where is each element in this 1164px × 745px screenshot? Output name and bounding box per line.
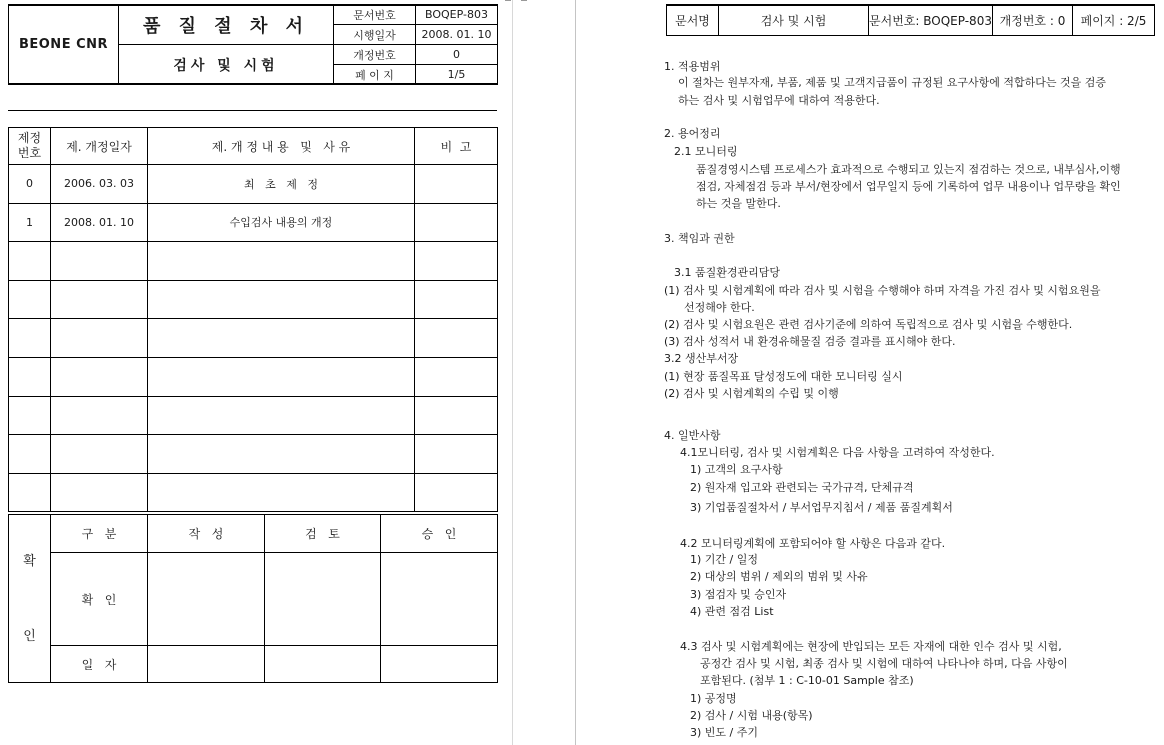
revision-no-cell: 1 [9, 203, 51, 242]
revision-no-cell: 0 [9, 165, 51, 204]
approve-signature-cell [381, 553, 498, 646]
review-header: 검 토 [265, 515, 381, 553]
revision-no-value: 0 [416, 45, 498, 65]
page-corner-mark [505, 0, 511, 1]
list-item: 2) 검사 / 시험 내용(항목) [690, 709, 813, 722]
subsection-heading: 2.1 모니터링 [674, 145, 738, 158]
revision-date-cell [51, 396, 148, 435]
revision-remarks-cell [415, 473, 498, 512]
revision-no-cell [9, 435, 51, 474]
revision-number: 개정번호 : 0 [993, 5, 1073, 36]
document-page-2 [588, 0, 1164, 745]
table-row [9, 435, 498, 474]
approve-date-cell [381, 646, 498, 683]
write-signature-cell [148, 553, 265, 646]
approval-table [8, 514, 498, 683]
list-item: 4) 관련 점검 List [690, 605, 774, 618]
list-item: 1) 공정명 [690, 692, 737, 705]
table-row [9, 280, 498, 319]
revision-remarks-cell [415, 242, 498, 281]
list-item: (2) 검사 및 시험계획의 수립 및 이행 [664, 387, 839, 400]
revision-content-cell [148, 319, 415, 358]
document-page-1 [0, 0, 510, 745]
list-item: (3) 검사 성적서 내 환경유해물질 검증 결과를 표시해야 한다. [664, 335, 956, 348]
revision-no-cell [9, 396, 51, 435]
header-top-rule [8, 4, 497, 6]
revision-no-cell [9, 280, 51, 319]
date-row-label: 일 자 [51, 646, 148, 683]
page-corner-mark [521, 0, 527, 1]
doc-name-value: 검사 및 시험 [719, 5, 869, 36]
body-text-line: 하는 검사 및 시험업무에 대하여 적용한다. [678, 94, 880, 107]
table-row [9, 203, 498, 242]
body-text-line: 하는 것을 말한다. [696, 197, 781, 210]
page-number: 페이지 : 2/5 [1073, 5, 1155, 36]
revision-history-table [8, 127, 498, 512]
table-row [9, 242, 498, 281]
revision-remarks-cell [415, 165, 498, 204]
revision-date-cell [51, 435, 148, 474]
page-edge-right [575, 0, 576, 745]
header-bottom-rule [8, 83, 497, 85]
section-heading: 2. 용어정리 [664, 127, 721, 140]
section-heading: 4. 일반사항 [664, 429, 721, 442]
revision-remarks-cell [415, 203, 498, 242]
list-item: 3) 빈도 / 주기 [690, 726, 758, 739]
table-row [9, 165, 498, 204]
page-value: 1/5 [416, 65, 498, 85]
revision-content-cell [148, 280, 415, 319]
table-row [9, 319, 498, 358]
revision-no-cell [9, 319, 51, 358]
revision-no-cell [9, 357, 51, 396]
page-gap [513, 0, 575, 745]
revision-content-cell [148, 357, 415, 396]
revision-no-header-line1: 제정 [17, 131, 42, 145]
table-row [9, 396, 498, 435]
division-header: 구 분 [51, 515, 148, 553]
effective-date-label: 시행일자 [334, 25, 416, 45]
body-text-line: 품질경영시스템 프로세스가 효과적으로 수행되고 있는지 점검하는 것으로, 내부심사,이행 [696, 163, 1121, 176]
effective-date-value: 2008. 01. 10 [416, 25, 498, 45]
list-item: 3) 기업품질절차서 / 부서업무지침서 / 제품 품질계획서 [690, 501, 953, 514]
revision-content-cell [148, 396, 415, 435]
revision-content-cell: 수입검사 내용의 개정 [148, 203, 415, 242]
list-item: (1) 검사 및 시험계획에 따라 검사 및 시험을 수행해야 하며 자격을 가진 검사 및 시험요원을 [664, 284, 1101, 297]
revision-remarks-cell [415, 319, 498, 358]
revision-date-cell: 2008. 01. 10 [51, 203, 148, 242]
revision-date-cell: 2006. 03. 03 [51, 165, 148, 204]
list-item: 2) 원자재 입고와 관련되는 국가규격, 단체규격 [690, 481, 914, 494]
doc-name-label: 문서명 [667, 5, 719, 36]
confirm-char-top: 확 [23, 553, 36, 569]
procedure-title: 품 질 절 차 서 [119, 5, 334, 45]
section-divider [8, 110, 497, 111]
revision-remarks-cell [415, 357, 498, 396]
revision-remarks-cell [415, 435, 498, 474]
revision-date-cell [51, 319, 148, 358]
revision-no-header-line2: 번호 [17, 146, 42, 160]
revision-content-cell: 최 초 제 정 [148, 165, 415, 204]
section-heading: 1. 적용범위 [664, 60, 721, 73]
table-row [9, 473, 498, 512]
revision-date-cell [51, 357, 148, 396]
subsection-heading: 3.2 생산부서장 [664, 352, 739, 365]
list-item: 1) 고객의 요구사항 [690, 463, 783, 476]
revision-no-header [9, 128, 51, 165]
review-date-cell [265, 646, 381, 683]
revision-date-cell [51, 280, 148, 319]
document-header-table [8, 4, 498, 85]
list-item: 1) 기간 / 일정 [690, 553, 758, 566]
subsection-heading: 3.1 품질환경관리담당 [674, 266, 780, 279]
write-date-cell [148, 646, 265, 683]
confirm-char-bottom: 인 [23, 628, 36, 644]
doc-no-value: BOQEP-803 [416, 5, 498, 25]
subsection-heading: 4.3 검사 및 시험계획에는 현장에 반입되는 모든 자재에 대한 인수 검사 및 시험, [680, 640, 1062, 653]
body-text-line: 포함된다. (첨부 1 : C-10-01 Sample 참조) [700, 674, 914, 687]
revision-header-row [9, 128, 498, 165]
header-top-rule [666, 4, 1154, 6]
body-text-line: 점검, 자체점검 등과 부서/현장에서 업무일지 등에 기록하여 업무 내용이나 업무량을 확인 [696, 180, 1121, 193]
revision-date-cell [51, 473, 148, 512]
confirm-row-label: 확 인 [51, 553, 148, 646]
revision-content-header: 제. 개 정 내 용 및 사 유 [148, 128, 415, 165]
table-row [9, 357, 498, 396]
approve-header: 승 인 [381, 515, 498, 553]
revision-remarks-cell [415, 280, 498, 319]
page-label: 페 이 지 [334, 65, 416, 85]
doc-no-label: 문서번호 [334, 5, 416, 25]
revision-date-cell [51, 242, 148, 281]
subsection-heading: 4.2 모니터링계획에 포함되어야 할 사항은 다음과 같다. [680, 537, 946, 550]
subsection-heading: 4.1모니터링, 검사 및 시험계획은 다음 사항을 고려하여 작성한다. [680, 446, 995, 459]
list-item-continuation: 선정해야 한다. [684, 301, 755, 314]
revision-remarks-header: 비 고 [415, 128, 498, 165]
page-edge-left [512, 0, 513, 745]
revision-no-label: 개정번호 [334, 45, 416, 65]
body-text-line: 공정간 검사 및 시험, 최종 검사 및 시험에 대하여 나타나야 하며, 다음 사항이 [700, 657, 1068, 670]
doc-number: 문서번호: BOQEP-803 [869, 5, 993, 36]
revision-no-cell [9, 242, 51, 281]
list-item: 2) 대상의 범위 / 제외의 범위 및 사유 [690, 570, 868, 583]
review-signature-cell [265, 553, 381, 646]
company-name: BEONE CNR [9, 5, 119, 85]
revision-no-cell [9, 473, 51, 512]
revision-date-header: 제. 개정일자 [51, 128, 148, 165]
body-text-line: 이 절차는 원부자재, 부품, 제품 및 고객지급품이 규정된 요구사항에 적합하다는 것을 검증 [678, 76, 1106, 89]
revision-remarks-cell [415, 396, 498, 435]
page-header-table [666, 4, 1155, 36]
list-item: (1) 현장 품질목표 달성정도에 대한 모니터링 실시 [664, 370, 903, 383]
revision-content-cell [148, 242, 415, 281]
approval-confirm-label [9, 515, 51, 683]
section-heading: 3. 책임과 권한 [664, 232, 735, 245]
list-item: (2) 검사 및 시험요원은 관련 검사기준에 의하여 독립적으로 검사 및 시험을 수행한다. [664, 318, 1073, 331]
revision-content-cell [148, 473, 415, 512]
write-header: 작 성 [148, 515, 265, 553]
list-item: 3) 점검자 및 승인자 [690, 588, 787, 601]
document-title: 검사 및 시험 [119, 45, 334, 85]
revision-content-cell [148, 435, 415, 474]
